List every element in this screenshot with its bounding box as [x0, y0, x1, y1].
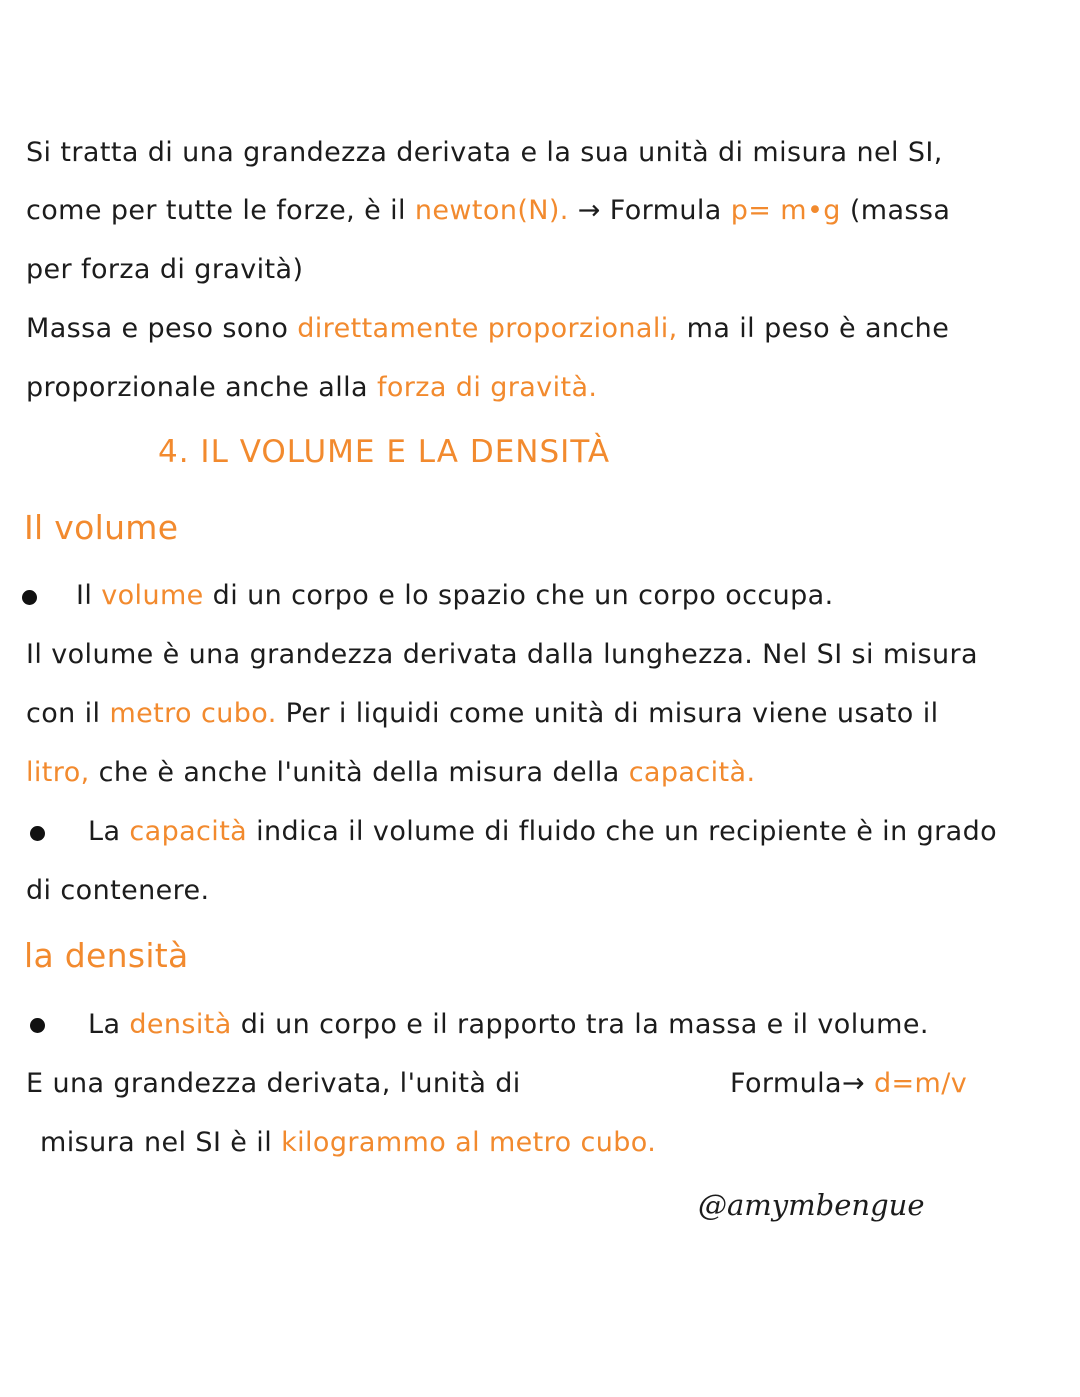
text-line: Il volume di un corpo e lo spazio che un corpo occupa. — [76, 580, 834, 611]
text-line: litro, che è anche l'unità della misura della capacità. — [26, 757, 756, 788]
section-title: 4. IL VOLUME E LA DENSITÀ — [158, 434, 611, 470]
text-line: misura nel SI è il kilogrammo al metro cubo. — [40, 1127, 657, 1158]
text-line: La capacità indica il volume di fluido che un recipiente è in grado — [88, 816, 998, 847]
text-line: di contenere. — [26, 875, 210, 906]
highlight-term: volume — [101, 580, 204, 611]
highlight-term: direttamente proporzionali, — [297, 313, 678, 344]
bullet-dot — [22, 590, 37, 605]
highlight-term: capacità — [129, 816, 248, 847]
heading-volume: Il volume — [24, 508, 179, 547]
text-line: proporzionale anche alla forza di gravità. — [26, 372, 598, 403]
text-line: Si tratta di una grandezza derivata e la sua unità di misura nel SI, — [26, 137, 943, 168]
text-line: E una grandezza derivata, l'unità di — [26, 1068, 521, 1099]
bullet-dot — [30, 1018, 45, 1033]
text-line: La densità di un corpo e il rapporto tra la massa e il volume. — [88, 1009, 929, 1040]
highlight-term: forza di gravità. — [376, 372, 598, 403]
author-signature: @amymbengue — [698, 1188, 925, 1222]
highlight-term: densità — [129, 1009, 232, 1040]
formula-value: d=m/v — [873, 1068, 968, 1099]
highlight-term: newton(N). — [414, 195, 569, 226]
heading-density: la densità — [24, 936, 189, 975]
bullet-dot — [30, 826, 45, 841]
text-line: Massa e peso sono direttamente proporzionali, ma il peso è anche — [26, 313, 950, 344]
formula-density: Formula→ d=m/v — [730, 1068, 968, 1099]
text-line: con il metro cubo. Per i liquidi come unità di misura viene usato il — [26, 698, 939, 729]
highlight-term: kilogrammo al metro cubo. — [281, 1127, 657, 1158]
formula-weight: p= m•g — [730, 195, 841, 226]
highlight-term: metro cubo. — [109, 698, 277, 729]
text-line: per forza di gravità) — [26, 254, 304, 285]
highlight-term: capacità. — [628, 757, 756, 788]
highlight-term: litro, — [26, 757, 90, 788]
text-line: Il volume è una grandezza derivata dalla lunghezza. Nel SI si misura — [26, 639, 978, 670]
text-line: come per tutte le forze, è il newton(N). → Formula p= m•g (massa — [26, 195, 951, 226]
